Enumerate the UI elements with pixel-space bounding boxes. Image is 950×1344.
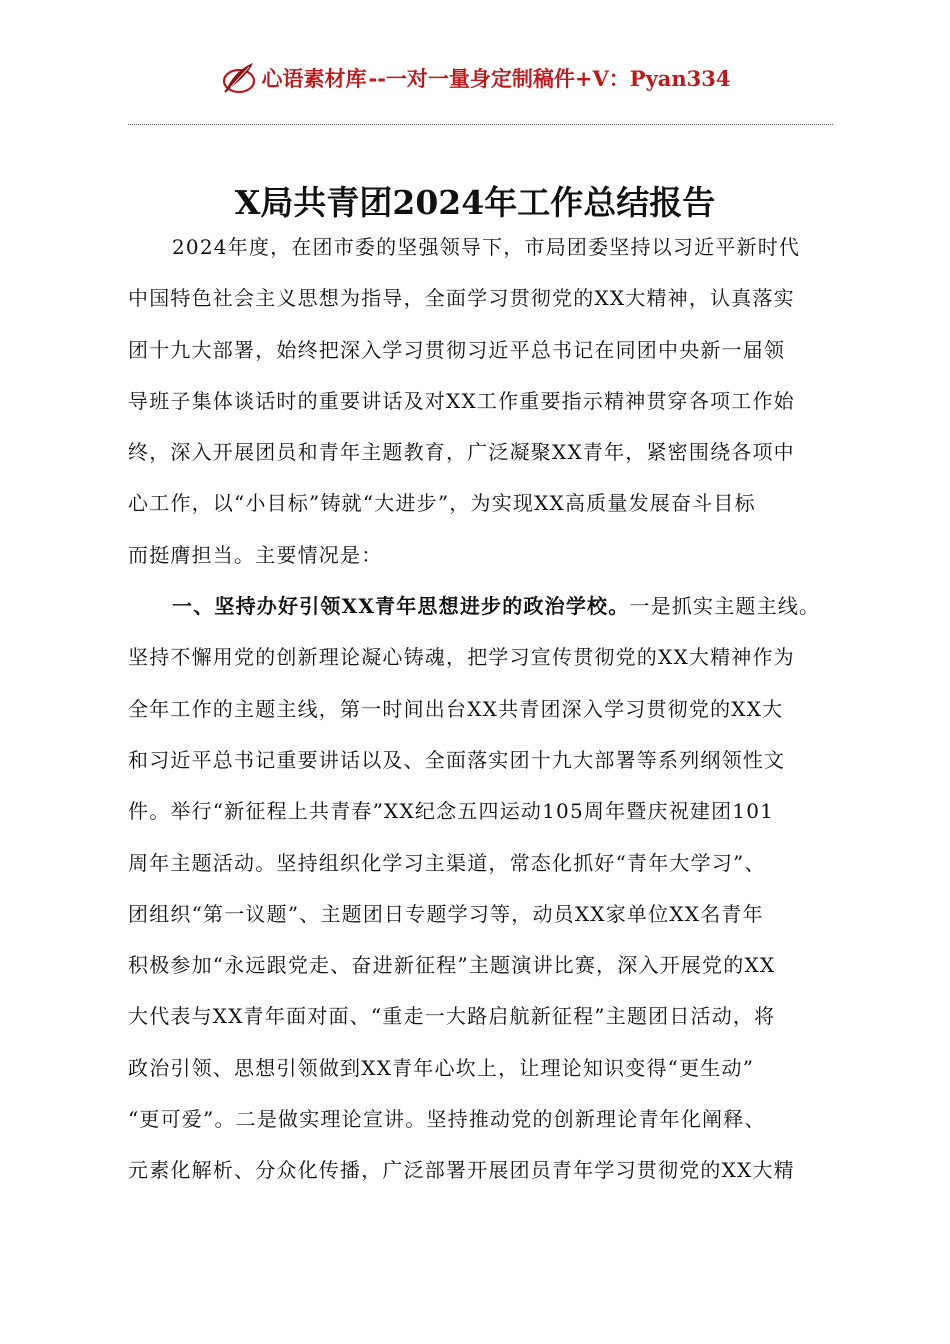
paragraph-line: 而挺膺担当。主要情况是： [128,542,383,567]
header-banner [219,58,730,98]
header-contact: +V：Pyan334 [574,66,731,91]
document-body [128,222,838,1197]
paragraph-line: 元素化解析、分众化传播，广泛部署开展团员青年学习贯彻党的XX大精 [128,1158,795,1183]
paragraph-line: 心工作，以“小目标”铸就“大进步”，为实现XX高质量发展奋斗目标 [128,491,756,516]
brand-name: 心语素材库 [261,67,367,91]
paragraph-line: 政治引领、思想引领做到XX青年心坎上，让理论知识变得“更生动” [128,1055,755,1080]
paragraph-line: 团组织“第一议题”、主题团日专题学习等，动员XX家单位XX名青年 [128,901,764,926]
page-header [0,58,950,102]
paragraph-line: 周年主题活动。坚持组织化学习主渠道，常态化抓好“青年大学习”、 [128,850,766,875]
document-title: X局共青团2024年工作总结报告 [234,183,716,222]
paragraph-line: 全年工作的主题主线，第一时间出台XX共青团深入学习贯彻党的XX大 [128,696,784,721]
paragraph-line: 积极参加“永远跟党走、奋进新征程”主题演讲比赛，深入开展党的XX [128,953,776,978]
paragraph-line: 2024年度，在团市委的坚强领导下，市局团委坚持以习近平新时代 [172,235,801,259]
paragraph-line: 大代表与XX青年面对面、“重走一大路启航新征程”主题团日活动，将 [128,1004,776,1029]
paragraph-line: “更可爱”。二是做实理论宣讲。坚持推动党的创新理论青年化阐释、 [128,1107,766,1132]
feather-pen-icon [219,58,259,98]
section-lead: 一是抓实主题主线。 [629,594,821,619]
paragraph-line: 件。举行“新征程上共青春”XX纪念五四运动105周年暨庆祝建团101 [128,799,775,824]
paragraph-line: 终，深入开展团员和青年主题教育，广泛凝聚XX青年，紧密围绕各项中 [128,440,795,465]
paragraph-line: 中国特色社会主义思想为指导，全面学习贯彻党的XX大精神，认真落实 [128,286,795,311]
section-heading-line [128,581,838,632]
header-divider [128,124,833,125]
paragraph-line: 团十九大部署，始终把深入学习贯彻习近平总书记在同团中央新一届领 [128,337,786,362]
paragraph-line: 坚持不懈用党的创新理论凝心铸魂，把学习宣传贯彻党的XX大精神作为 [128,645,795,670]
paragraph-line: 和习近平总书记重要讲话以及、全面落实团十九大部署等系列纲领性文 [128,747,786,772]
section-heading: 一、坚持办好引领XX青年思想进步的政治学校。 [172,594,630,619]
header-slogan: --一对一量身定制稿件 [368,67,575,91]
paragraph-line: 导班子集体谈话时的重要讲话及对XX工作重要指示精神贯穿各项工作始 [128,388,795,413]
